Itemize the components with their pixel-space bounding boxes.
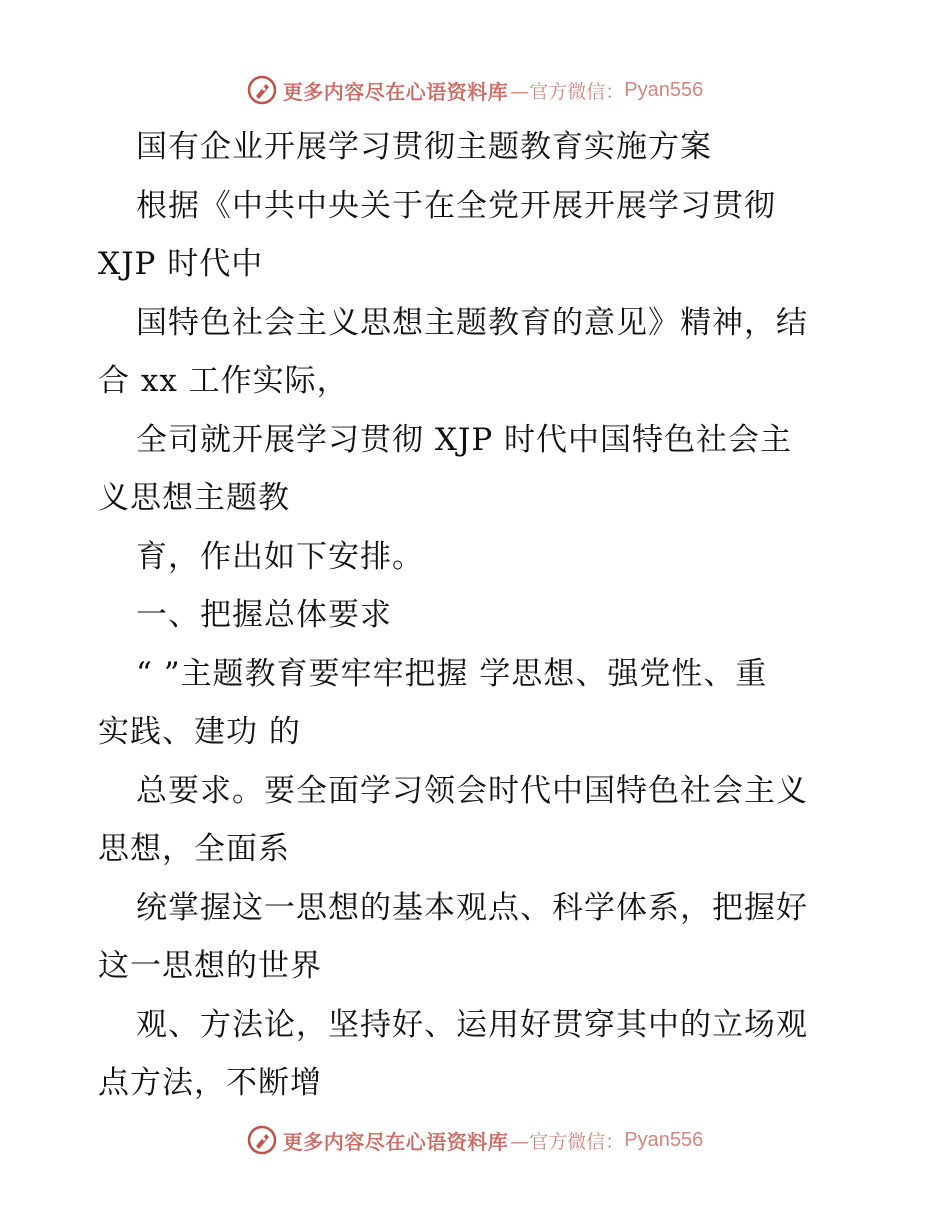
watermark-text: 更多内容尽在心语资料库 xyxy=(282,1129,509,1154)
footer-watermark-banner xyxy=(0,1120,950,1160)
text-line: 一、把握总体要求 xyxy=(136,597,392,633)
text-line: 点方法，不断增 xyxy=(98,1065,322,1101)
watermark-sub: —官方微信： xyxy=(510,80,625,103)
text-line: 国特色社会主义思想主题教育的意见》精神，结 xyxy=(136,304,808,341)
pen-nib-logo-icon xyxy=(247,1125,277,1155)
text-line: “ ”主题教育要牢牢把握 学思想、强党性、重 xyxy=(136,655,768,692)
text-line: 这一思想的世界 xyxy=(98,948,322,984)
watermark-sub: —官方微信： xyxy=(510,1130,625,1153)
text-line: 国有企业开展学习贯彻主题教育实施方案 xyxy=(136,129,712,165)
text-line: 实践、建功 的 xyxy=(98,714,301,750)
text-line: 根据《中共中央关于在全党开展开展学习贯彻 xyxy=(136,187,776,224)
pen-nib-logo-icon xyxy=(247,75,277,105)
text-line: 全司就开展学习贯彻 XJP 时代中国特色社会主 xyxy=(136,421,793,458)
watermark-wechat-id: Pyan556 xyxy=(624,78,704,101)
text-line: 思想，全面系 xyxy=(98,831,290,867)
text-line: 统掌握这一思想的基本观点、科学体系，把握好 xyxy=(136,889,808,926)
text-line: 观、方法论，坚持好、运用好贯穿其中的立场观 xyxy=(136,1006,808,1043)
document-body xyxy=(98,118,858,1113)
text-line: 合 xx 工作实际， xyxy=(98,363,349,399)
text-line: XJP 时代中 xyxy=(98,246,264,282)
text-line: 总要求。要全面学习领会时代中国特色社会主义 xyxy=(136,772,808,809)
header-watermark-banner xyxy=(0,70,950,110)
watermark-text: 更多内容尽在心语资料库 xyxy=(282,79,509,104)
text-line: 育，作出如下安排。 xyxy=(136,538,424,575)
text-line: 义思想主题教 xyxy=(98,480,290,516)
watermark-wechat-id: Pyan556 xyxy=(624,1128,704,1151)
